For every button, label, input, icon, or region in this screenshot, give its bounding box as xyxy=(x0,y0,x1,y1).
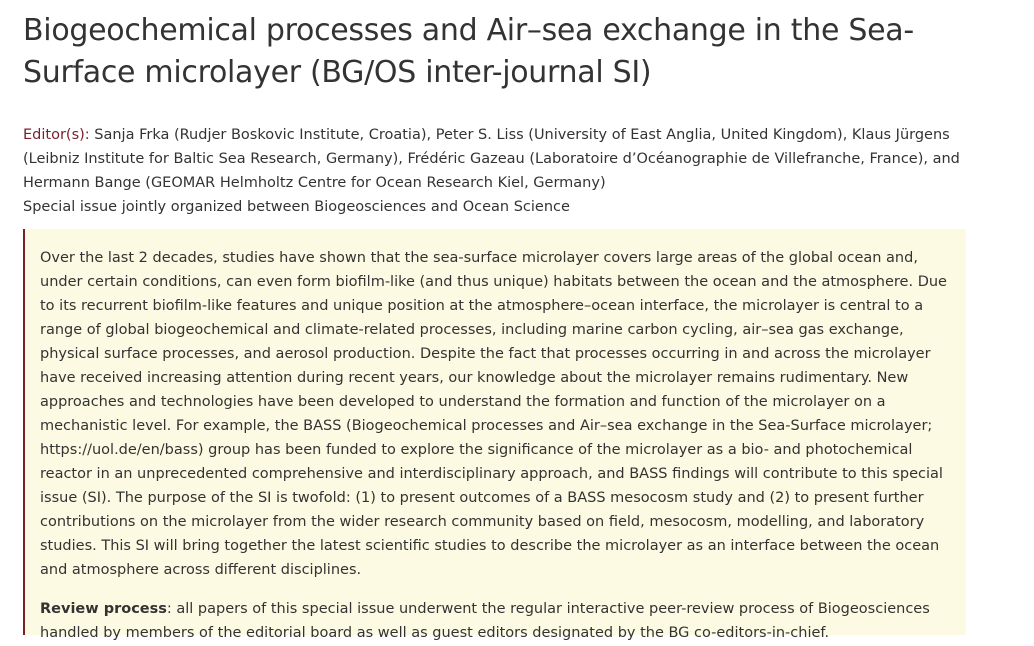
review-process-text: : all papers of this special issue underwent the regular interactive peer-review process of Biogeosciences handled by members of the editorial board as well as guest editors designated by the BG co-editors-in-chief. xyxy=(40,601,930,641)
abstract-text: Over the last 2 decades, studies have shown that the sea-surface microlayer covers large areas of the global ocean and, under certain conditions, can even form biofilm-like (and thus unique) habitats between the ocean and the atmosphere. Due to its recurrent biofilm-like features and unique position at the atmosphere–ocean interface, the microlayer is central to a range of global biogeochemical and climate-related processes, including marine carbon cycling, air–sea gas exchange, physical surface processes, and aerosol production. Despite the fact that processes occurring in and across the microlayer have received increasing attention during recent years, our knowledge about the microlayer remains rudimentary. New approaches and technologies have been developed to understand the formation and function of the microlayer on a mechanistic level. For example, the BASS (Biogeochemical processes and Air–sea exchange in the Sea-Surface microlayer; https://uol.de/en/bass) group has been funded to explore the significance of the microlayer as a bio- and photochemical reactor in an unprecedented comprehensive and interdisciplinary approach, and BASS findings will contribute to this special issue (SI). The purpose of the SI is twofold: (1) to present outcomes of a BASS mesocosm study and (2) to present further contributions on the microlayer from the wider research community based on field, mesocosm, modelling, and laboratory studies. This SI will bring together the latest scientific studies to describe the microlayer as an interface between the ocean and atmosphere across different disciplines. xyxy=(40,250,947,578)
page-title: Biogeochemical processes and Air–sea exchange in the Sea-Surface microlayer (BG/OS inter-journal SI) xyxy=(23,13,914,90)
review-process-label: Review process xyxy=(40,601,167,617)
review-process-paragraph xyxy=(40,597,952,645)
editors-list: Sanja Frka (Rudjer Boskovic Institute, Croatia), Peter S. Liss (University of East Anglia, United Kingdom), Klaus Jürgens (Leibniz Institute for Baltic Sea Research, Germany), Frédéric Gazeau (Laboratoire d’Océanographie de Villefranche, France), and Hermann Bange (GEOMAR Helmholtz Centre for Ocean Research Kiel, Germany) xyxy=(23,127,960,191)
editors-label: Editor(s): xyxy=(23,127,90,143)
abstract-box xyxy=(23,229,966,641)
page-content xyxy=(23,10,973,219)
editors-block xyxy=(23,123,968,219)
special-issue-note: Special issue jointly organized between Biogeosciences and Ocean Science xyxy=(23,199,570,215)
